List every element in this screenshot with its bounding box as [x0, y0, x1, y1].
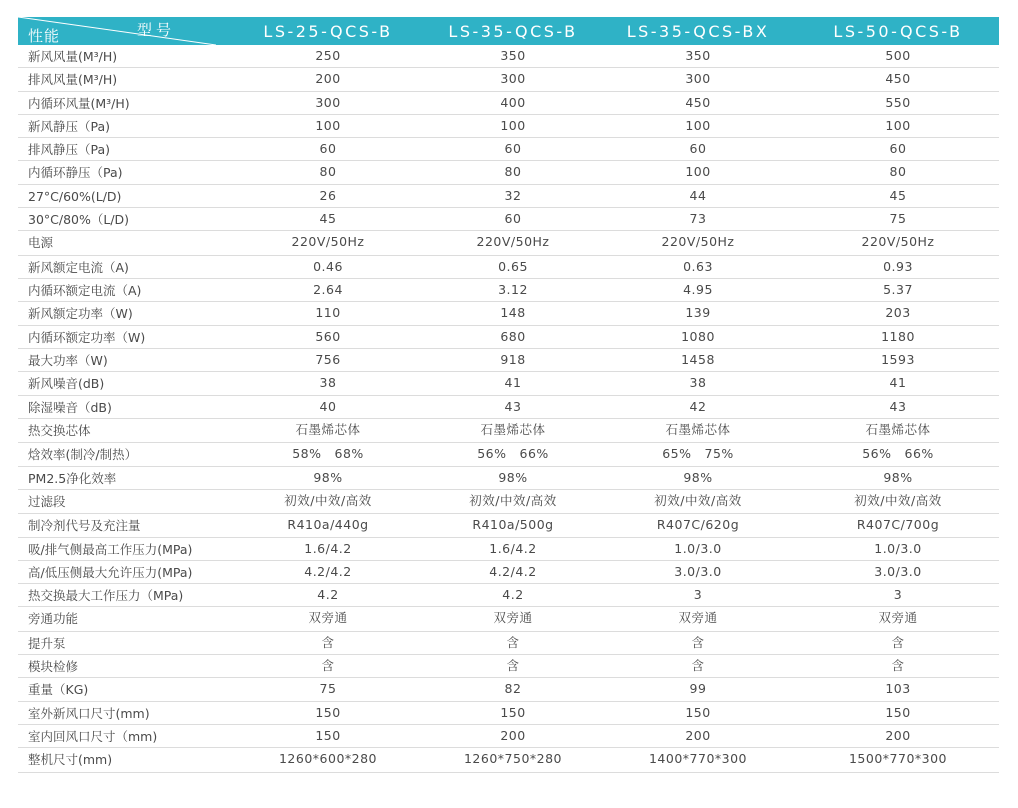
spec-value: 100 — [685, 117, 711, 133]
spec-label: 室外新风口尺寸(mm) — [28, 705, 150, 721]
spec-value: 103 — [885, 681, 911, 697]
spec-value: 4.2 — [317, 587, 339, 603]
spec-value: 1080 — [681, 328, 715, 344]
table-row — [18, 326, 999, 349]
spec-value: 200 — [315, 71, 341, 87]
spec-value: 初效/中效/高效 — [654, 492, 742, 508]
spec-value: 110 — [315, 305, 341, 321]
spec-value: 双旁通 — [493, 610, 533, 626]
table-row — [18, 372, 999, 395]
spec-value: 含 — [321, 634, 335, 650]
spec-value: 220V/50Hz — [661, 234, 735, 250]
spec-label: 过滤段 — [28, 493, 66, 509]
spec-label: 新风额定功率（W) — [28, 306, 133, 322]
spec-value: 918 — [500, 351, 526, 367]
spec-value: 初效/中效/高效 — [854, 492, 942, 508]
model-name: LS-25-QCS-B — [263, 22, 393, 41]
spec-value: 99 — [689, 681, 707, 697]
spec-value: 400 — [500, 94, 526, 110]
spec-value: 60 — [504, 211, 522, 227]
spec-value: 98% — [498, 469, 528, 485]
spec-value: 0.93 — [883, 258, 913, 274]
spec-value: 初效/中效/高效 — [284, 492, 372, 508]
spec-value: 41 — [504, 375, 522, 391]
spec-value: 150 — [315, 727, 341, 743]
spec-value: 4.2/4.2 — [304, 563, 352, 579]
spec-label: 重量（KG) — [28, 682, 89, 698]
spec-value: 38 — [319, 375, 337, 391]
spec-value: 石墨烯芯体 — [665, 421, 731, 437]
spec-value: 1.6/4.2 — [304, 540, 352, 556]
spec-value: 石墨烯芯体 — [480, 421, 546, 437]
spec-value: 1180 — [881, 328, 915, 344]
table-row — [18, 561, 999, 584]
spec-label: 整机尺寸(mm) — [28, 752, 113, 768]
table-row — [18, 748, 999, 772]
spec-label: 27°C/60%(L/D) — [28, 188, 122, 204]
spec-value: 350 — [500, 48, 526, 63]
spec-value: 45 — [319, 211, 337, 227]
table-row — [18, 45, 999, 68]
spec-value: 4.95 — [683, 282, 713, 298]
spec-value: 42 — [689, 398, 707, 414]
spec-value: 43 — [504, 398, 522, 414]
spec-label: 高/低压侧最大允许压力(MPa) — [28, 564, 193, 580]
spec-value: 56% 66% — [477, 446, 549, 462]
table-row — [18, 702, 999, 725]
table-row — [18, 161, 999, 184]
table-row — [18, 396, 999, 419]
spec-label: PM2.5净化效率 — [28, 470, 117, 486]
spec-value: 石墨烯芯体 — [865, 421, 931, 437]
spec-value: 含 — [506, 658, 520, 674]
spec-value: 450 — [885, 71, 911, 87]
spec-value: 4.2 — [502, 587, 524, 603]
spec-value: R407C/700g — [856, 517, 940, 533]
spec-value: 73 — [689, 211, 707, 227]
table-row — [18, 490, 999, 514]
spec-value: 40 — [319, 398, 337, 414]
table-row — [18, 538, 999, 561]
spec-value: 100 — [685, 164, 711, 180]
spec-label: 内循环额定功率（W) — [28, 329, 146, 345]
spec-value: 3.12 — [498, 282, 528, 298]
spec-value: 含 — [891, 658, 905, 674]
table-body — [18, 45, 999, 773]
spec-label: 焓效率(制冷/制热） — [28, 447, 138, 463]
spec-value: 32 — [504, 187, 522, 203]
spec-label: 最大功率（W) — [28, 352, 108, 368]
spec-value: 98% — [683, 469, 713, 485]
table-row — [18, 256, 999, 279]
table-row — [18, 138, 999, 161]
table-row — [18, 302, 999, 325]
table-row — [18, 279, 999, 302]
spec-value: 60 — [504, 141, 522, 157]
spec-label: 内循环额定电流（A) — [28, 283, 142, 299]
spec-label: 新风静压（Pa) — [28, 118, 111, 134]
spec-value: 80 — [504, 164, 522, 180]
table-row — [18, 467, 999, 490]
spec-value: 56% 66% — [862, 446, 934, 462]
spec-value: 98% — [313, 469, 343, 485]
table-row — [18, 584, 999, 607]
spec-value: 300 — [500, 71, 526, 87]
table-row — [18, 68, 999, 91]
spec-label: 内循环风量(M³/H) — [28, 95, 130, 111]
spec-value: 含 — [321, 658, 335, 674]
spec-value: 含 — [691, 634, 705, 650]
spec-value: 44 — [689, 187, 707, 203]
spec-value: 200 — [885, 727, 911, 743]
spec-value: 450 — [685, 94, 711, 110]
spec-value: 45 — [889, 187, 907, 203]
spec-value: 220V/50Hz — [291, 234, 365, 250]
spec-value: 756 — [315, 351, 341, 367]
spec-value: 100 — [885, 117, 911, 133]
table-row — [18, 514, 999, 537]
spec-value: 5.37 — [883, 282, 913, 298]
spec-value: 60 — [319, 141, 337, 157]
spec-label: 排风静压（Pa) — [28, 142, 111, 158]
table-row — [18, 231, 999, 255]
spec-label: 制冷剂代号及充注量 — [28, 518, 141, 534]
spec-label: 30°C/80%（L/D) — [28, 212, 130, 228]
spec-label: 新风噪音(dB) — [28, 376, 105, 392]
spec-value: 含 — [691, 658, 705, 674]
spec-label: 新风风量(M³/H) — [28, 49, 118, 64]
table-row — [18, 208, 999, 231]
spec-value: 1.0/3.0 — [674, 540, 722, 556]
spec-value: 1.6/4.2 — [489, 540, 537, 556]
spec-value: 26 — [319, 187, 337, 203]
spec-value: 60 — [689, 141, 707, 157]
spec-value: 550 — [885, 94, 911, 110]
spec-value: 1260*750*280 — [463, 751, 563, 767]
spec-label: 热交换最大工作压力（MPa) — [28, 588, 184, 604]
spec-table — [18, 17, 999, 773]
spec-value: 3.0/3.0 — [674, 563, 722, 579]
spec-value: 100 — [315, 117, 341, 133]
model-name: LS-35-QCS-B — [448, 22, 578, 41]
spec-value: 41 — [889, 375, 907, 391]
spec-value: 43 — [889, 398, 907, 414]
spec-value: 含 — [506, 634, 520, 650]
spec-value: 3 — [893, 587, 903, 603]
spec-value: 80 — [889, 164, 907, 180]
table-row — [18, 725, 999, 748]
spec-label: 模块检修 — [28, 659, 79, 675]
table-header — [18, 17, 999, 45]
spec-label: 电源 — [28, 235, 54, 251]
spec-value: 200 — [500, 727, 526, 743]
spec-value: 初效/中效/高效 — [469, 492, 557, 508]
spec-value: 148 — [500, 305, 526, 321]
spec-value: 220V/50Hz — [861, 234, 935, 250]
spec-value: 500 — [885, 48, 911, 63]
spec-value: 82 — [504, 681, 522, 697]
spec-value: 58% 68% — [292, 446, 364, 462]
spec-value: R407C/620g — [656, 517, 740, 533]
spec-value: 350 — [685, 48, 711, 63]
model-name: LS-35-QCS-BX — [626, 22, 770, 41]
spec-value: 0.63 — [683, 258, 713, 274]
spec-label: 吸/排气侧最高工作压力(MPa) — [28, 541, 193, 557]
spec-label: 室内回风口尺寸（mm) — [28, 728, 158, 744]
spec-value: 石墨烯芯体 — [295, 421, 361, 437]
spec-value: 250 — [315, 48, 341, 63]
spec-label: 除湿噪音（dB) — [28, 399, 112, 415]
spec-value: 300 — [315, 94, 341, 110]
spec-value: 60 — [889, 141, 907, 157]
spec-value: 双旁通 — [308, 610, 348, 626]
spec-value: 65% 75% — [662, 446, 734, 462]
spec-value: 75 — [889, 211, 907, 227]
spec-value: 150 — [500, 704, 526, 720]
spec-value: R410a/440g — [287, 517, 369, 533]
spec-value: 150 — [885, 704, 911, 720]
spec-value: 680 — [500, 328, 526, 344]
spec-value: 150 — [685, 704, 711, 720]
spec-value: 含 — [891, 634, 905, 650]
spec-value: 1458 — [681, 351, 715, 367]
table-row — [18, 443, 999, 466]
table-row — [18, 115, 999, 138]
spec-value: 0.46 — [313, 258, 343, 274]
spec-value: 双旁通 — [678, 610, 718, 626]
spec-value: 150 — [315, 704, 341, 720]
spec-value: 3 — [693, 587, 703, 603]
spec-value: 4.2/4.2 — [489, 563, 537, 579]
table-row — [18, 632, 999, 655]
spec-value: 300 — [685, 71, 711, 87]
spec-value: 560 — [315, 328, 341, 344]
spec-label: 新风额定电流（A) — [28, 259, 129, 275]
spec-value: 139 — [685, 305, 711, 321]
spec-value: 1400*770*300 — [648, 751, 748, 767]
spec-label: 提升泵 — [28, 635, 66, 651]
spec-value: 3.0/3.0 — [874, 563, 922, 579]
spec-value: 75 — [319, 681, 337, 697]
spec-value: 0.65 — [498, 258, 528, 274]
header-corner-cell — [18, 17, 216, 45]
spec-value: 220V/50Hz — [476, 234, 550, 250]
table-row — [18, 92, 999, 115]
model-label: 型号 — [137, 21, 176, 39]
spec-value: 200 — [685, 727, 711, 743]
spec-value: 双旁通 — [878, 610, 918, 626]
spec-value: 2.64 — [313, 282, 343, 298]
spec-value: 1260*600*280 — [278, 751, 378, 767]
table-row — [18, 655, 999, 678]
spec-value: 1500*770*300 — [848, 751, 948, 767]
spec-value: 1.0/3.0 — [874, 540, 922, 556]
spec-value: 203 — [885, 305, 911, 321]
table-row — [18, 419, 999, 443]
spec-label: 热交换芯体 — [28, 422, 91, 438]
spec-value: 100 — [500, 117, 526, 133]
spec-value: R410a/500g — [472, 517, 554, 533]
table-row — [18, 349, 999, 372]
spec-value: 38 — [689, 375, 707, 391]
spec-label: 排风风量(M³/H) — [28, 72, 118, 88]
spec-label: 旁通功能 — [28, 611, 79, 627]
model-name: LS-50-QCS-B — [833, 22, 963, 41]
spec-value: 1593 — [881, 351, 915, 367]
table-row — [18, 607, 999, 631]
spec-label: 内循环静压（Pa) — [28, 165, 123, 181]
performance-label: 性能 — [28, 27, 61, 45]
table-row — [18, 185, 999, 208]
spec-value: 80 — [319, 164, 337, 180]
table-row — [18, 678, 999, 701]
spec-value: 98% — [883, 469, 913, 485]
